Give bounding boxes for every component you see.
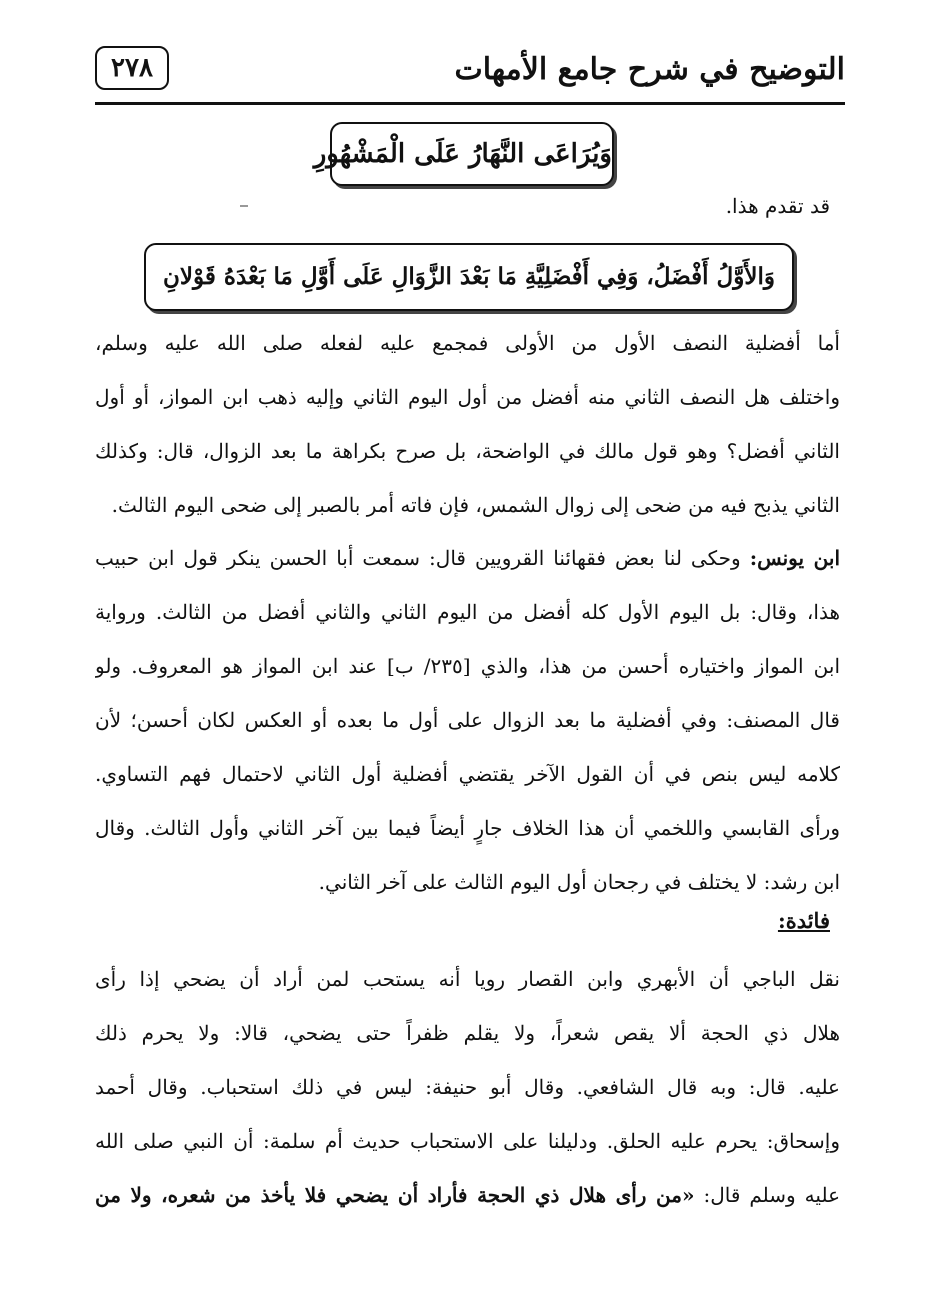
text-line: هلال ذي الحجة ألا يقص شعراً، ولا يقلم ظفراً حتى يضحي، قالا: ولا يحرم ذلك (95, 1021, 840, 1045)
paragraph-1 (95, 316, 840, 532)
paragraph-3 (95, 952, 840, 1222)
running-header (95, 40, 845, 105)
matn-heading-1: وَيُرَاعَى النَّهَارُ عَلَى الْمَشْهُورِ (330, 122, 614, 186)
text-line: هذا، وقال: بل اليوم الأول كله أفضل من اليوم الثاني والثاني أفضل من الثالث. ورواية (95, 600, 840, 624)
text-line: ابن رشد: لا يختلف في رجحان أول اليوم الثالث على آخر الثاني. (318, 870, 840, 894)
book-title: التوضيح في شرح جامع الأمهات (454, 52, 845, 87)
text-line: وإسحاق: يحرم عليه الحلق. ودليلنا على الاستحباب حديث أم سلمة: أن النبي صلى الله (95, 1129, 840, 1153)
hadith-quote: «من رأى هلال ذي الحجة فأراد أن يضحي فلا يأخذ من شعره، ولا من (95, 1183, 695, 1207)
text-span: عليه وسلم قال: (694, 1183, 840, 1207)
text-line: كلامه ليس بنص في أن القول الآخر يقتضي أفضلية أول الثاني لاحتمال فهم التساوي. (95, 762, 840, 786)
note-line: قد تقدم هذا. (725, 194, 830, 218)
text-line: أما أفضلية النصف الأول من الأولى فمجمع عليه لفعله صلى الله عليه وسلم، (95, 331, 840, 355)
text-line: ورأى القابسي واللخمي أن هذا الخلاف جارٍ أيضاً فيما بين آخر الثاني وأول الثالث. وقال (95, 816, 840, 840)
text-line: الثاني أفضل؟ وهو قول مالك في الواضحة، بل صرح بكراهة ما بعد الزوال، قال: وكذلك (95, 439, 840, 463)
matn-heading-2: وَالأَوَّلُ أَفْضَلُ، وَفِي أَفْضَلِيَّةِ مَا بَعْدَ الزَّوَالِ عَلَى أَوَّلِ مَا بَعْدَهُ قَوْلانِ (144, 243, 794, 311)
text-line: الثاني يذبح فيه من ضحى إلى زوال الشمس، فإن فاته أمر بالصبر إلى ضحى اليوم الثالث. (111, 493, 840, 517)
text-line (95, 531, 840, 585)
scan-mark (240, 205, 248, 207)
text-line (95, 1168, 840, 1222)
faida-heading: فائدة: (777, 908, 830, 933)
author-name: ابن يونس: (749, 546, 840, 570)
text-line: قال المصنف: وفي أفضلية ما بعد الزوال على أول ما بعده أو العكس لكان أحسن؛ لأن (95, 708, 840, 732)
text-line: نقل الباجي أن الأبهري وابن القصار رويا أنه يستحب لمن أراد أن يضحي إذا رأى (95, 967, 840, 991)
text-line: واختلف هل النصف الثاني منه أفضل من أول اليوم الثاني وإليه ذهب ابن المواز، أو أول (95, 385, 840, 409)
page-number: ٢٧٨ (95, 46, 169, 90)
text-span: وحكى لنا بعض فقهائنا القرويين قال: سمعت أبا الحسن ينكر قول ابن حبيب (95, 546, 750, 570)
text-line: عليه. قال: وبه قال الشافعي. وقال أبو حنيفة: ليس في ذلك استحباب. وقال أحمد (95, 1075, 840, 1099)
paragraph-2 (95, 531, 840, 909)
text-line: ابن المواز واختياره أحسن من هذا، والذي [٢٣٥/ ب] عند ابن المواز هو المعروف. ولو (95, 654, 840, 678)
